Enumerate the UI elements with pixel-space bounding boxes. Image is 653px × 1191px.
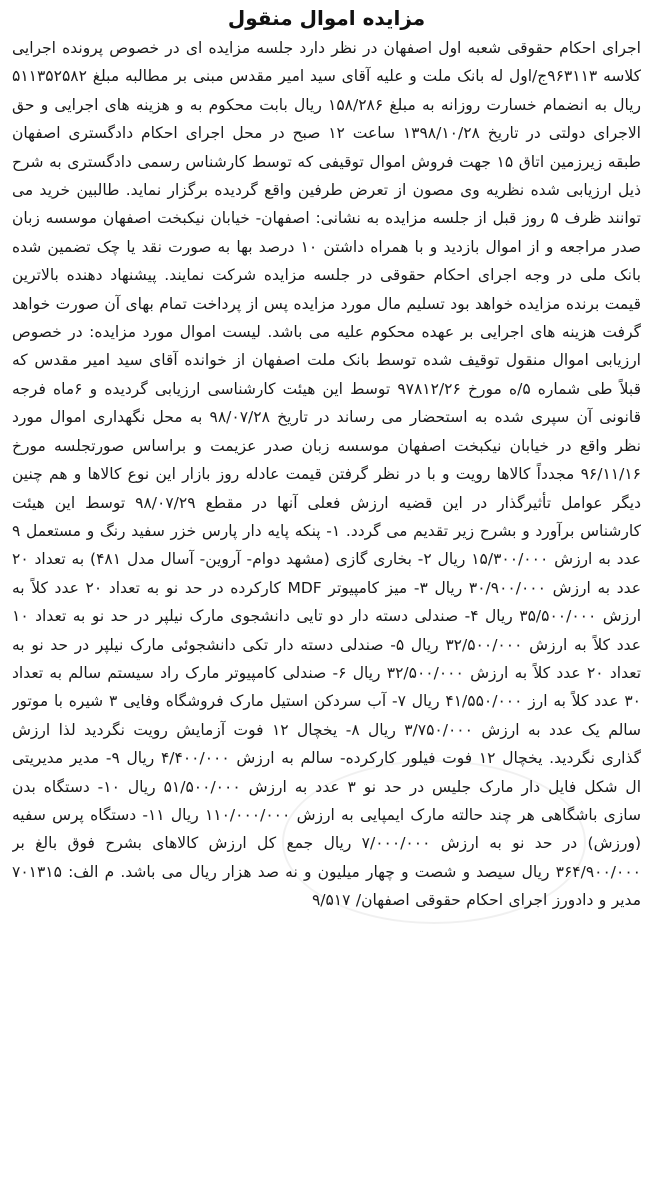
notice-body: اجرای احکام حقوقی شعبه اول اصفهان در نظر دارد جلسه مزایده ای در خصوص پرونده اجرایی کلاسه ۹۶۳۱۱۳ج/اول له بانک ملت و علیه آقای سید امیر مقدس مبنی بر مطالبه مبلغ ۵۱۱۳۵۲۵۸۲ ریال به انضمام خسارت روزانه به مبلغ ۱۵۸/۲۸۶ ریال بابت محکوم به و هزینه های اجرایی و حق الاجرای دولتی در تاریخ ۱۳۹۸/۱۰/۲۸ ساعت ۱۲ صبح در محل اجرای احکام دادگستری اصفهان طبقه زیرزمین اتاق ۱۵ جهت فروش اموال توقیفی که توسط کارشناس رسمی دادگستری به شرح ذیل ارزیابی شده نظریه وی مصون از تعرض طرفین واقع گردیده برگزار نماید. طالبین خرید می توانند ظرف ۵ روز قبل از جلسه مزایده به نشانی: اصفهان- خیابان نیکبخت اصفهان موسسه زبان صدر مراجعه و از اموال بازدید و با همراه داشتن ۱۰ درصد بها به صورت نقد یا چک تضمین شده بانک ملی در وجه اجرای احکام حقوقی در جلسه مزایده شرکت نمایند. پیشنهاد دهنده بالاترین قیمت برنده مزایده خواهد بود تسلیم مال مورد مزایده پس از پرداخت تمام بهای آن صورت خواهد گرفت هزینه های اجرایی بر عهده محکوم علیه می باشد. لیست اموال مورد مزایده: در خصوص ارزیابی اموال منقول توقیف شده توسط بانک ملت اصفهان از خوانده آقای سید امیر مقدس که قبلاً طی شماره ۵/ه مورخ ۹۷۸۱۲/۲۶ توسط این هیئت کارشناسی ارزیابی گردیده و ۶ماه فرجه قانونی آن سپری شده به استحضار می رساند در تاریخ ۹۸/۰۷/۲۸ به محل نگهداری اموال مورد نظر واقع در خیابان نیکبخت اصفهان موسسه زبان صدر عزیمت و براساس صورتجلسه مورخ ۹۶/۱۱/۱۶ مجدداً کالاها رویت و با در نظر گرفتن قیمت عادله روز بازار این نوع کالاها و هم چنین دیگر عوامل تأثیرگذار در این قضیه ارزش فعلی آنها در مقطع ۹۸/۰۷/۲۹ توسط این هیئت کارشناس برآورد و بشرح زیر تقدیم می گردد. ۱- پنکه پایه دار پارس خزر سفید رنگ و مستعمل ۹ عدد به ارزش ۱۵/۳۰۰/۰۰۰ ریال ۲- بخاری گازی (مشهد دوام- آروین- آسال مدل ۴۸۱) به تعداد ۲۰ عدد به ارزش ۳۰/۹۰۰/۰۰۰ ریال ۳- میز کامپیوتر MDF کارکرده در حد نو به تعداد ۲۰ عدد کلاً به ارزش ۳۵/۵۰۰/۰۰۰ ریال ۴- صندلی دسته دار دو تایی دانشجوی مارک نیلپر در حد نو به تعداد ۱۰ عدد کلاً به ارزش ۳۲/۵۰۰/۰۰۰ ریال ۵- صندلی دسته دار تکی دانشجوئی مارک نیلپر در حد نو به تعداد ۲۰ عدد کلاً به ارزش ۳۲/۵۰۰/۰۰۰ ریال ۶- صندلی کامپیوتر مارک راد سیستم سالم به تعداد ۳۰ عدد کلاً به ارز ۴۱/۵۵۰/۰۰۰ ریال ۷- آب سردکن استیل مارک فروشگاه وفایی ۳ شیره با موتور سالم یک عدد به ارزش ۳/۷۵۰/۰۰۰ ریال ۸- یخچال ۱۲ فوت آزمایش رویت نگردید لذا ارزش گذاری نگردید. یخچال ۱۲ فوت فیلور کارکرده- سالم به ارزش ۴/۴۰۰/۰۰۰ ریال ۹- مدیر مدیریتی ال شکل فایل دار مارک جلیس در حد نو ۳ عدد به ارزش ۵۱/۵۰۰/۰۰۰ ریال ۱۰- دستگاه بدن سازی باشگاهی هر چند حالته مارک ایمپایی به ارزش ۱۱۰/۰۰۰/۰۰۰ ریال ۱۱- دستگاه پرس سفیه (ورزش) در حد نو به ارزش ۷/۰۰۰/۰۰۰ ریال جمع کل ارزش کالاهای بشرح فوق بالغ بر ۳۶۴/۹۰۰/۰۰۰ ریال سیصد و شصت و چهار میلیون و نه صد هزار ریال می باشد. م الف: ۷۰۱۳۱۵ مدیر و دادورز اجرای احکام حقوقی اصفهان/ ۹/۵۱۷ (12, 39, 641, 910)
notice-title: مزایده اموال منقول (227, 6, 426, 30)
auction-notice (12, 0, 641, 1191)
